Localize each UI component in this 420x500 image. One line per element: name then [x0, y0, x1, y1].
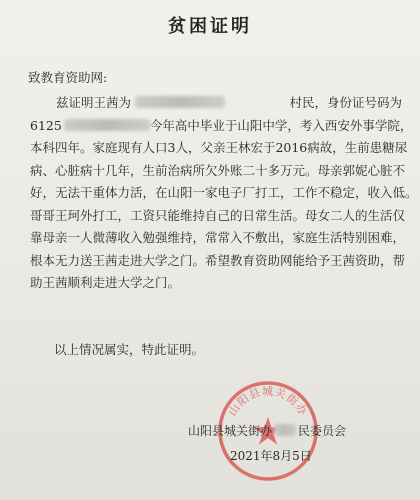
body-line: 本科四年。家庭现有人口3人，父亲王林宏于2016病故，生前患糖尿: [30, 140, 408, 155]
line-text: 兹证明王茜为: [56, 95, 132, 110]
line-text: 今年高中毕业于山阳中学，考入西安外事学院，: [149, 117, 413, 133]
body-line: 助王茜顺利走进大学之门。: [30, 275, 181, 290]
certificate-body: [30, 92, 418, 295]
seal-text: 山阳县城关街办: [226, 385, 310, 419]
salutation: 致教育资助网:: [28, 70, 108, 85]
body-line: [30, 115, 413, 138]
body-line: [30, 92, 402, 115]
redacted-village: [135, 96, 225, 108]
body-line: 哥哥王珂外打工，工资只能维持自己的日常生活。母女二人的生活仅: [30, 207, 406, 223]
closing-statement: 以上情况属实，特此证明。: [54, 342, 205, 357]
body-line: 好，无法干重体力活，在山阳一家电子厂打工，工作不稳定，收入低。: [30, 185, 418, 200]
issue-date: 2021年8月5日: [230, 449, 312, 463]
issuing-committee: [188, 422, 346, 439]
body-line: 根本无力送王茜走进大学之门。希望教育资助网能给予王茜资助，帮: [30, 252, 406, 268]
line-text: 村民，身份证号码为: [289, 95, 402, 110]
line-text: 6125: [30, 117, 62, 133]
redacted-committee-name: [274, 424, 296, 436]
redacted-id-number: [64, 119, 150, 131]
body-line: 靠母亲一人微薄收入勉强维持，常常入不敷出，家庭生活特别困难，: [30, 230, 406, 245]
body-line: 病、心脏病十几年，生前治病所欠外账二十多万元。母亲郭妮心脏不: [30, 162, 406, 178]
document-title: 贫困证明: [168, 16, 252, 37]
svg-text:山阳县城关街办: [226, 385, 311, 418]
signer-text: 民委员会: [298, 424, 347, 438]
signer-text: 山阳县城关街办: [188, 424, 273, 438]
